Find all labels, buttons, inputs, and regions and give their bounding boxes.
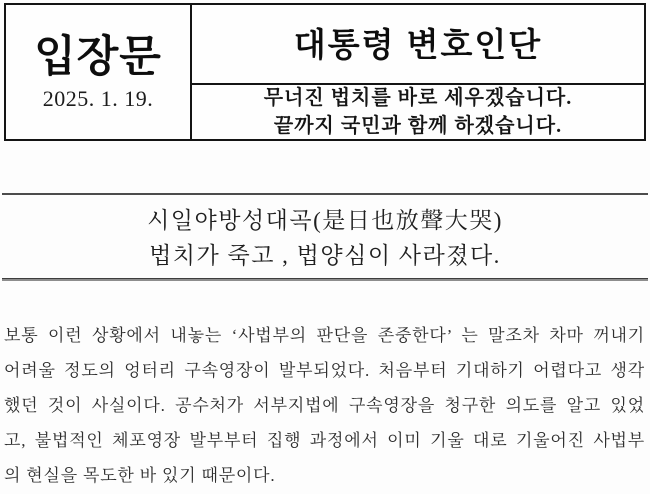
title-bottom-rule xyxy=(2,278,648,281)
header-cell-doc-type xyxy=(6,5,192,139)
body-line-1: 보통 이런 상황에서 내놓는 ‘사법부의 판단을 존중한다’ 는 말조차 차마 꺼내기 xyxy=(4,326,645,345)
doc-date: 2025. 1. 19. xyxy=(42,86,154,111)
body-line-2: 어려울 정도의 엉터리 구속영장이 발부되었다. 처음부터 기대하기 어렵다고 생각 xyxy=(4,361,645,380)
body-line-5: 의 현실을 목도한 바 있기 때문이다. xyxy=(4,466,276,485)
body-line-3: 했던 것이 사실이다. 공수처가 서부지법에 구속영장을 청구한 의도를 알고 있었 xyxy=(4,396,645,415)
title-top-rule xyxy=(2,193,648,195)
slogan-line-1: 무너진 법치를 바로 세우겠습니다. xyxy=(263,87,573,109)
body-line-4: 고, 불법적인 체포영장 발부부터 집행 과정에서 이미 기울 대로 기울어진 사법부 xyxy=(4,431,645,450)
doc-type-label: 입장문 xyxy=(34,33,162,81)
org-name: 대통령 변호인단 xyxy=(293,25,543,63)
statement-body xyxy=(4,318,645,493)
header-cell-org xyxy=(192,5,644,139)
header-table xyxy=(4,3,646,141)
statement-title-line-1: 시일야방성대곡(是日也放聲大哭) xyxy=(147,208,503,233)
slogan-line-2: 끝까지 국민과 함께 하겠습니다. xyxy=(273,115,563,137)
statement-title xyxy=(0,203,650,273)
slogan-rows xyxy=(192,85,644,139)
statement-title-line-2: 법치가 죽고 , 법양심이 사라졌다. xyxy=(149,243,501,268)
org-name-row xyxy=(192,5,644,85)
